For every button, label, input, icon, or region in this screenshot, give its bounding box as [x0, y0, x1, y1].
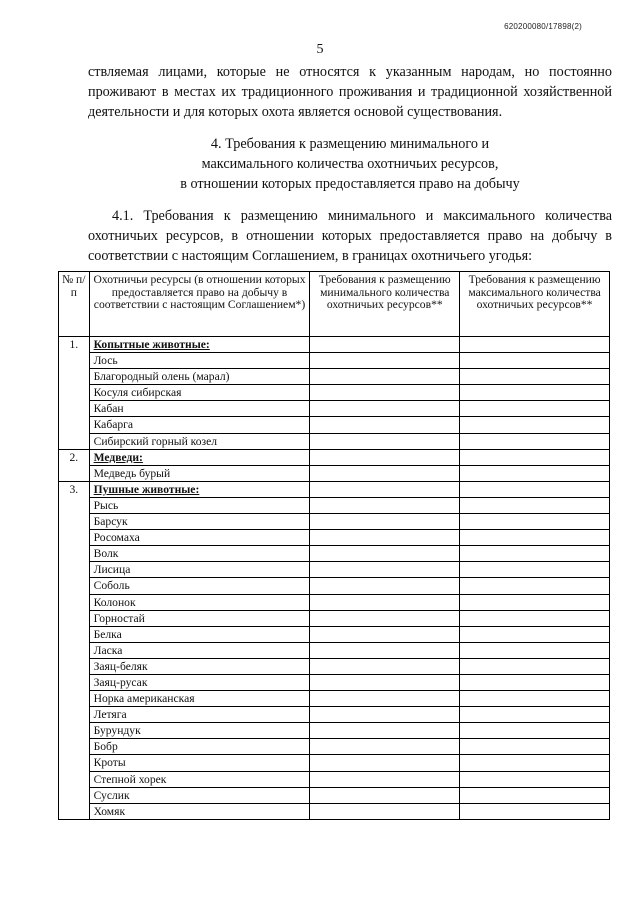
max-cell [460, 755, 610, 771]
min-cell [310, 449, 460, 465]
resource-name: Кабан [89, 401, 310, 417]
table-row [59, 610, 610, 626]
resource-name: Барсук [89, 514, 310, 530]
min-cell [310, 417, 460, 433]
section-heading [88, 134, 612, 194]
table-row [59, 578, 610, 594]
min-cell [310, 514, 460, 530]
max-cell [460, 449, 610, 465]
table-row [59, 755, 610, 771]
resource-name: Колонок [89, 594, 310, 610]
min-cell [310, 433, 460, 449]
table-header-row [59, 272, 610, 337]
max-cell [460, 337, 610, 353]
table-row [59, 594, 610, 610]
section-heading-line-3: в отношении которых предоставляется право на добычу [180, 176, 520, 192]
max-cell [460, 497, 610, 513]
max-cell [460, 723, 610, 739]
table-row [59, 562, 610, 578]
resources-table [58, 271, 610, 820]
min-cell [310, 465, 460, 481]
table-row [59, 514, 610, 530]
min-cell [310, 481, 460, 497]
section-heading-line-1: 4. Требования к размещению минимального и [210, 136, 490, 152]
max-cell [460, 369, 610, 385]
document-id: 620200080/17898(2) [504, 22, 582, 31]
table-row [59, 739, 610, 755]
resource-name: Кроты [89, 755, 310, 771]
max-cell [460, 514, 610, 530]
table-row [59, 626, 610, 642]
max-cell [460, 787, 610, 803]
max-cell [460, 465, 610, 481]
max-cell [460, 433, 610, 449]
max-cell [460, 610, 610, 626]
max-cell [460, 562, 610, 578]
min-cell [310, 594, 460, 610]
min-cell [310, 803, 460, 819]
resource-name: Росомаха [89, 530, 310, 546]
resource-name: Рысь [89, 497, 310, 513]
max-cell [460, 417, 610, 433]
table-row [59, 401, 610, 417]
max-cell [460, 353, 610, 369]
min-cell [310, 723, 460, 739]
row-number: 2. [59, 449, 90, 481]
resource-name: Косуля сибирская [89, 385, 310, 401]
max-cell [460, 642, 610, 658]
resource-name: Кабарга [89, 417, 310, 433]
max-cell [460, 707, 610, 723]
min-cell [310, 385, 460, 401]
table-row [59, 337, 610, 353]
group-title: Копытные животные: [89, 337, 310, 353]
group-title: Медведи: [89, 449, 310, 465]
resource-name: Благородный олень (марал) [89, 369, 310, 385]
resource-name: Медведь бурый [89, 465, 310, 481]
header-num: № п/п [59, 272, 90, 337]
min-cell [310, 707, 460, 723]
min-cell [310, 642, 460, 658]
table-row [59, 385, 610, 401]
min-cell [310, 546, 460, 562]
resource-name: Белка [89, 626, 310, 642]
max-cell [460, 530, 610, 546]
max-cell [460, 594, 610, 610]
resource-name: Бобр [89, 739, 310, 755]
resource-name: Заяц-беляк [89, 658, 310, 674]
table-row [59, 803, 610, 819]
min-cell [310, 530, 460, 546]
table-row [59, 449, 610, 465]
min-cell [310, 610, 460, 626]
resource-name: Бурундук [89, 723, 310, 739]
section-heading-line-2: максимального количества охотничьих ресурсов, [201, 156, 499, 172]
table-row [59, 417, 610, 433]
max-cell [460, 771, 610, 787]
group-title: Пушные животные: [89, 481, 310, 497]
min-cell [310, 626, 460, 642]
min-cell [310, 691, 460, 707]
min-cell [310, 771, 460, 787]
resource-name: Летяга [89, 707, 310, 723]
max-cell [460, 546, 610, 562]
table-row [59, 433, 610, 449]
table-row [59, 707, 610, 723]
table-row [59, 546, 610, 562]
table-row [59, 658, 610, 674]
table-row [59, 353, 610, 369]
intro-paragraph [88, 62, 612, 122]
table-row [59, 674, 610, 690]
min-cell [310, 497, 460, 513]
max-cell [460, 658, 610, 674]
min-cell [310, 658, 460, 674]
resource-name: Степной хорек [89, 771, 310, 787]
max-cell [460, 578, 610, 594]
table-row [59, 369, 610, 385]
max-cell [460, 674, 610, 690]
min-cell [310, 755, 460, 771]
min-cell [310, 401, 460, 417]
table-row [59, 771, 610, 787]
resource-name: Хомяк [89, 803, 310, 819]
table-row [59, 530, 610, 546]
resource-name: Горностай [89, 610, 310, 626]
min-cell [310, 787, 460, 803]
min-cell [310, 562, 460, 578]
max-cell [460, 401, 610, 417]
table-row [59, 497, 610, 513]
intro-text: ствляемая лицами, которые не относятся к указанным народам, но постоянно проживают в местах их традиционного проживания и традиционной хозяйственной деятельности и для которых охота является основой существования. [88, 64, 612, 120]
min-cell [310, 369, 460, 385]
min-cell [310, 578, 460, 594]
min-cell [310, 337, 460, 353]
table-row [59, 691, 610, 707]
max-cell [460, 626, 610, 642]
page-number: 5 [316, 42, 324, 57]
resource-name: Лось [89, 353, 310, 369]
max-cell [460, 481, 610, 497]
resource-name: Сибирский горный козел [89, 433, 310, 449]
table-row [59, 481, 610, 497]
row-number: 1. [59, 337, 90, 450]
row-number: 3. [59, 481, 90, 819]
table-row [59, 787, 610, 803]
resource-name: Соболь [89, 578, 310, 594]
table-row [59, 723, 610, 739]
max-cell [460, 385, 610, 401]
header-resources: Охотничьи ресурсы (в отношении которых предоставляется право на добычу в соответствии с настоящим Соглашением*) [89, 272, 310, 337]
min-cell [310, 674, 460, 690]
max-cell [460, 803, 610, 819]
section-paragraph: 4.1. Требования к размещению минимального и максимального количества охотничьих ресурсов, в отношении которых предоставляется право на добычу в соответствии с настоящим Соглашением, в границах охотничьего угодья: [88, 208, 612, 264]
header-max: Требования к размещению максимального количества охотничьих ресурсов** [460, 272, 610, 337]
header-min: Требования к размещению минимального количества охотничьих ресурсов** [310, 272, 460, 337]
resource-name: Норка американская [89, 691, 310, 707]
resource-name: Лисица [89, 562, 310, 578]
table-row [59, 642, 610, 658]
resource-name: Заяц-русак [89, 674, 310, 690]
table-row [59, 465, 610, 481]
max-cell [460, 691, 610, 707]
max-cell [460, 739, 610, 755]
min-cell [310, 353, 460, 369]
resource-name: Суслик [89, 787, 310, 803]
resource-name: Ласка [89, 642, 310, 658]
resource-name: Волк [89, 546, 310, 562]
min-cell [310, 739, 460, 755]
